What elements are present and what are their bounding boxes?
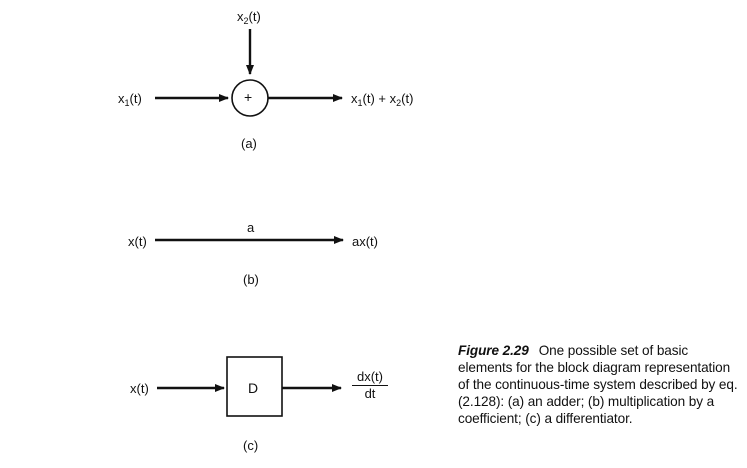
adder-input2-label: $x_2(t)$ — [237, 9, 261, 26]
figure-number: Figure 2.29 — [458, 343, 529, 358]
plus-symbol: + — [244, 89, 253, 105]
diff-output-fraction — [352, 370, 388, 401]
coefficient-label: a — [247, 220, 255, 235]
panel-label-b: (b) — [243, 272, 259, 287]
caption-text: One possible set of basic elements for the block diagram representation of the continuous-time system described by eq. (2.128): (a) an adder; (b) multiplication by a coefficient; (c) a differentiator. — [458, 343, 738, 426]
multiplier-input-label: x(t) — [128, 234, 147, 249]
figure-caption — [458, 342, 743, 427]
diff-block-label: D — [248, 380, 259, 396]
adder-output-label: $x_1(t) + x_2(t)$ — [351, 91, 414, 108]
adder-input1-label: $x_1(t)$ — [118, 91, 142, 108]
diff-input-label: x(t) — [130, 381, 149, 396]
multiplier-output-label: ax(t) — [352, 234, 378, 249]
panel-label-a: (a) — [241, 136, 257, 151]
diff-output-denominator: dt — [364, 386, 376, 401]
panel-label-c: (c) — [243, 438, 259, 453]
diff-output-numerator: dx(t) — [357, 369, 383, 384]
